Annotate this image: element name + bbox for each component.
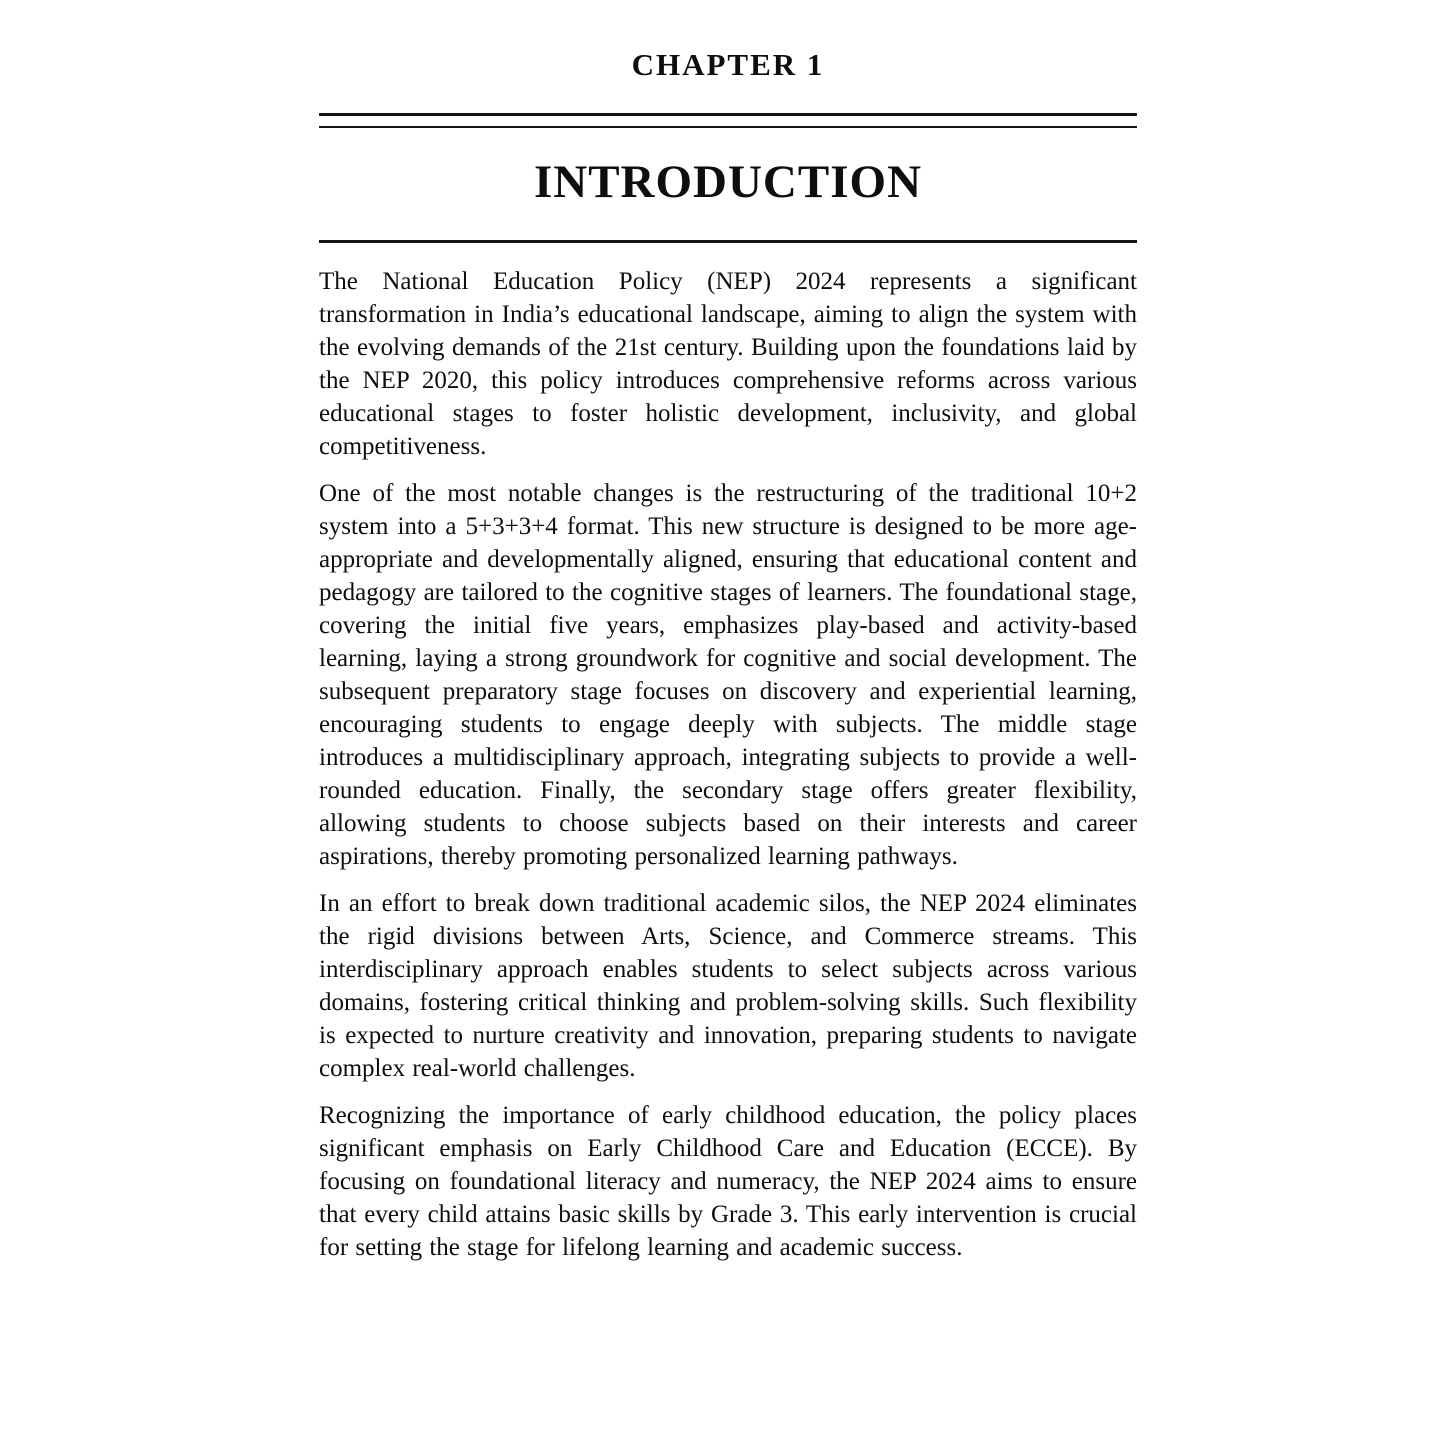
chapter-label: CHAPTER 1 [631,47,825,82]
paragraph-intro-overview: The National Education Policy (NEP) 2024 represents a significant transformation in India’s educational landscape, aiming to align the system with the evolving demands of the 21st century. Building upon the foundations laid by the NEP 2020, this policy introduces comprehensive reforms across various educational stages to foster holistic development, inclusivity, and global competitiveness. [319,268,1137,460]
chapter-title: INTRODUCTION [533,156,923,208]
paragraph-ecce-emphasis: Recognizing the importance of early childhood education, the policy places significant emphasis on Early Childhood Care and Education (ECCE). By focusing on foundational literacy and numeracy, the NEP 2024 aims to ensure that every child attains basic skills by Grade 3. This early intervention is crucial for setting the stage for lifelong learning and academic success. [319,1102,1137,1261]
paragraph-structure-change: One of the most notable changes is the restructuring of the traditional 10+2 system into a 5+3+3+4 format. This new structure is designed to be more age-appropriate and developmentally aligned, ensuring that educational content and pedagogy are tailored to the cognitive stages of learners. The foundational stage, covering the initial five years, emphasizes play-based and activity-based learning, laying a strong groundwork for cognitive and social development. The subsequent preparatory stage focuses on discovery and experiential learning, encouraging students to engage deeply with subjects. The middle stage introduces a multidisciplinary approach, integrating subjects to provide a well-rounded education. Finally, the secondary stage offers greater flexibility, allowing students to choose subjects based on their interests and career aspirations, thereby promoting personalized learning pathways. [319,480,1137,870]
chapter-content [319,0,1137,1264]
title-rule-divider [319,240,1137,243]
paragraph-stream-elimination: In an effort to break down traditional academic silos, the NEP 2024 eliminates the rigid divisions between Arts, Science, and Commerce streams. This interdisciplinary approach enables students to select subjects across various domains, fostering critical thinking and problem-solving skills. Such flexibility is expected to nurture creativity and innovation, preparing students to navigate complex real-world challenges. [319,890,1137,1082]
double-rule-divider [319,113,1137,128]
